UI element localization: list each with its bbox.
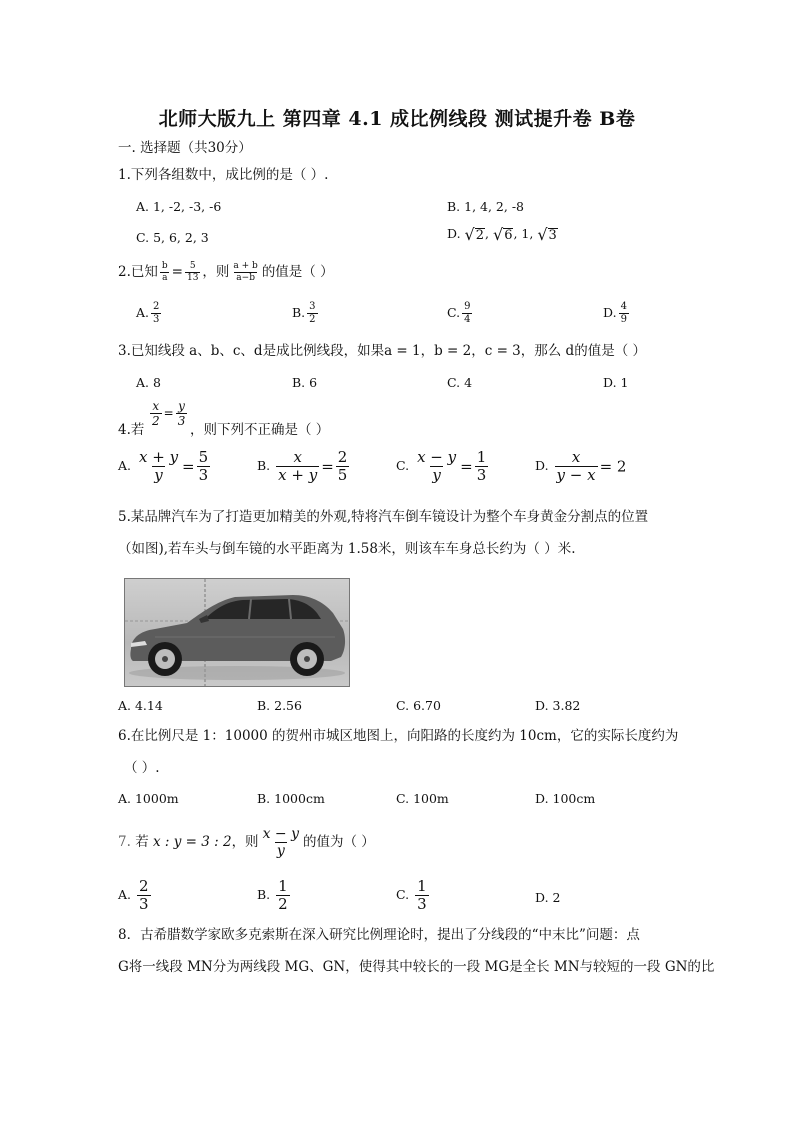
fraction [151, 302, 161, 325]
numerator: 4 [620, 301, 627, 312]
fraction [276, 879, 290, 912]
denominator: y [432, 466, 441, 484]
option-label: C. [396, 887, 410, 902]
sqrt-symbol: √ 3 [537, 224, 557, 244]
denominator: 13 [186, 273, 199, 283]
q6-option-c: C. 100m [396, 791, 449, 806]
radicand: 6 [504, 227, 513, 243]
denominator: 2 [152, 414, 160, 428]
q4-option-c [396, 450, 490, 483]
denominator: a [162, 273, 168, 283]
q4-pre: 4.若 [118, 422, 145, 438]
q1-option-b: B. 1, 4, 2, -8 [447, 199, 525, 214]
q1-stem: 1.下列各组数中，成比例的是（ ）. [118, 167, 329, 183]
denominator: 3 [198, 466, 209, 484]
fraction [150, 400, 162, 427]
denominator: 3 [139, 895, 149, 913]
option-label: D. [603, 305, 617, 320]
numerator: x [571, 448, 581, 466]
numerator: 1 [476, 448, 487, 466]
radicand: 2 [475, 227, 485, 243]
q7-option-a [118, 879, 153, 912]
q7-stem [118, 827, 375, 858]
fraction [261, 827, 301, 858]
sqrt-symbol: √ 2 [464, 224, 485, 244]
numerator: 5 [198, 448, 209, 466]
denominator: 3 [153, 314, 160, 325]
q2-option-d [603, 302, 631, 325]
denominator: 3 [177, 414, 186, 428]
q6-line-2: （ ）. [124, 760, 160, 776]
q2-option-a [136, 302, 163, 325]
radicand: 3 [548, 227, 557, 243]
q8-line-1: 8．古希腊数学家欧多克索斯在深入研究比例理论时，提出了分线段的“中末比”问题：点 [118, 927, 640, 943]
denominator: y − x [556, 466, 596, 484]
q5-option-a: A. 4.14 [118, 698, 163, 713]
q7-option-b [257, 879, 292, 912]
fraction [336, 450, 350, 483]
car-figure [124, 578, 350, 687]
equals-sign: = [321, 457, 334, 476]
q1-option-a: A. 1, -2, -3, -6 [136, 199, 222, 214]
option-label: B. [257, 887, 271, 902]
sqrt-symbol: √ 6 [492, 224, 513, 244]
q7-ratio: x : y = 3 : 2 [152, 834, 232, 850]
numerator: 1 [278, 877, 288, 895]
q7-post: 的值为（ ） [303, 834, 375, 850]
q3-option-c: C. 4 [447, 375, 473, 390]
numerator: x [152, 399, 160, 413]
denominator: y [276, 843, 285, 859]
numerator: x − y [417, 448, 457, 466]
q7-option-c [396, 879, 431, 912]
q4-option-b [257, 450, 351, 483]
numerator: 1 [417, 877, 427, 895]
numerator: y [178, 399, 185, 413]
fraction [415, 879, 429, 912]
option-label: C. [396, 458, 410, 473]
denominator: 3 [476, 466, 487, 484]
numerator: a + b [233, 261, 258, 271]
fraction [137, 879, 151, 912]
numerator: 2 [153, 301, 160, 312]
q3-stem: 3.已知线段 a、b、c、d是成比例线段，如果a = 1，b = 2，c = 3，那么 d的值是（ ） [118, 343, 646, 359]
numerator: x [293, 448, 302, 466]
q3-option-a: A. 8 [136, 375, 161, 390]
equals-sign: = [460, 457, 473, 476]
option-label: D. [535, 458, 549, 473]
q2-post: 的值是（ ） [261, 264, 334, 280]
q5-line-2: （如图),若车头与倒车镜的水平距离为 1.58米，则该车车身总长约为（ ）米. [118, 541, 576, 557]
fraction [160, 262, 170, 283]
fraction [197, 450, 211, 483]
fraction [276, 450, 319, 483]
q4-stem: ，则下列不正确是（ ） [190, 422, 330, 438]
q1-option-c: C. 5, 6, 2, 3 [136, 230, 209, 245]
numerator: x + y [139, 448, 179, 466]
q5-option-c: C. 6.70 [396, 698, 441, 713]
denominator: y [154, 466, 163, 484]
q2-stem [118, 262, 334, 283]
q4-option-d [535, 450, 626, 483]
equals-sign: = [171, 264, 183, 280]
fraction [555, 450, 598, 483]
q7-pre: 若 [135, 834, 149, 850]
q5-option-b: B. 2.56 [257, 698, 302, 713]
numerator: 5 [189, 261, 196, 271]
q6-option-d: D. 100cm [535, 791, 596, 806]
section-heading: 一. 选择题（共30分） [118, 140, 252, 156]
fraction [619, 302, 629, 325]
denominator: 9 [620, 314, 627, 325]
fraction [137, 450, 180, 483]
denominator: x + y [278, 466, 318, 484]
option-label: B. [292, 305, 306, 320]
fraction [415, 450, 458, 483]
q2-option-c [447, 302, 474, 325]
page-title: 北师大版九上 第四章 4.1 成比例线段 测试提升卷 B卷 [158, 108, 636, 130]
fraction [231, 262, 259, 283]
q6-line-1: 6.在比例尺是 1：10000 的贺州市城区地图上，向阳路的长度约为 10cm，它的实际长度约为 [118, 728, 679, 744]
q3-option-d: D. 1 [603, 375, 629, 390]
car-illustration [125, 579, 349, 686]
denominator: 3 [417, 895, 427, 913]
q7-option-d: D. 2 [535, 890, 561, 905]
numerator: b [161, 261, 168, 271]
numerator: 9 [464, 301, 471, 312]
q1-option-d-middle: , 1, [513, 226, 534, 241]
fraction [176, 400, 188, 427]
numerator: x − y [262, 826, 299, 842]
q8-line-2: G将一线段 MN分为两线段 MG、GN，使得其中较长的一段 MG是全长 MN与较短的一段 GN的比 [118, 959, 715, 975]
q1-option-d-label: D. [447, 226, 461, 241]
fraction [462, 302, 472, 325]
option-label: A. [118, 887, 132, 902]
fraction [185, 262, 200, 283]
numerator: 2 [337, 448, 348, 466]
q6-option-a: A. 1000m [118, 791, 179, 806]
fraction [307, 302, 317, 325]
q1-option-d: D. √ 2 , √ 6 , 1, √ 3 [447, 224, 557, 244]
option-label: A. [118, 458, 132, 473]
denominator: 4 [464, 314, 471, 325]
fraction [475, 450, 489, 483]
option-label: C. [447, 305, 461, 320]
denominator: 2 [278, 895, 288, 913]
q4-option-a [118, 450, 212, 483]
denominator: 2 [309, 314, 316, 325]
q5-option-d: D. 3.82 [535, 698, 581, 713]
q6-option-b: B. 1000cm [257, 791, 325, 806]
q5-line-1: 5.某品牌汽车为了打造更加精美的外观,特将汽车倒车镜设计为整个车身黄金分割点的位置 [118, 509, 649, 525]
equals-sign: = [163, 406, 174, 420]
q4-condition [148, 400, 189, 427]
q2-pre: 2.已知 [118, 264, 158, 280]
q3-option-b: B. 6 [292, 375, 318, 390]
equals-sign: = [182, 457, 195, 476]
numerator: 2 [139, 877, 149, 895]
denominator: 5 [337, 466, 348, 484]
q2-mid: ，则 [202, 264, 230, 280]
q2-option-b [292, 302, 320, 325]
q7-number: 7. [118, 834, 131, 850]
numerator: 3 [309, 301, 316, 312]
equals-sign: = 2 [599, 457, 627, 476]
option-label: B. [257, 458, 271, 473]
denominator: a−b [236, 273, 255, 283]
q7-mid: ，则 [231, 834, 259, 850]
option-label: A. [136, 305, 150, 320]
